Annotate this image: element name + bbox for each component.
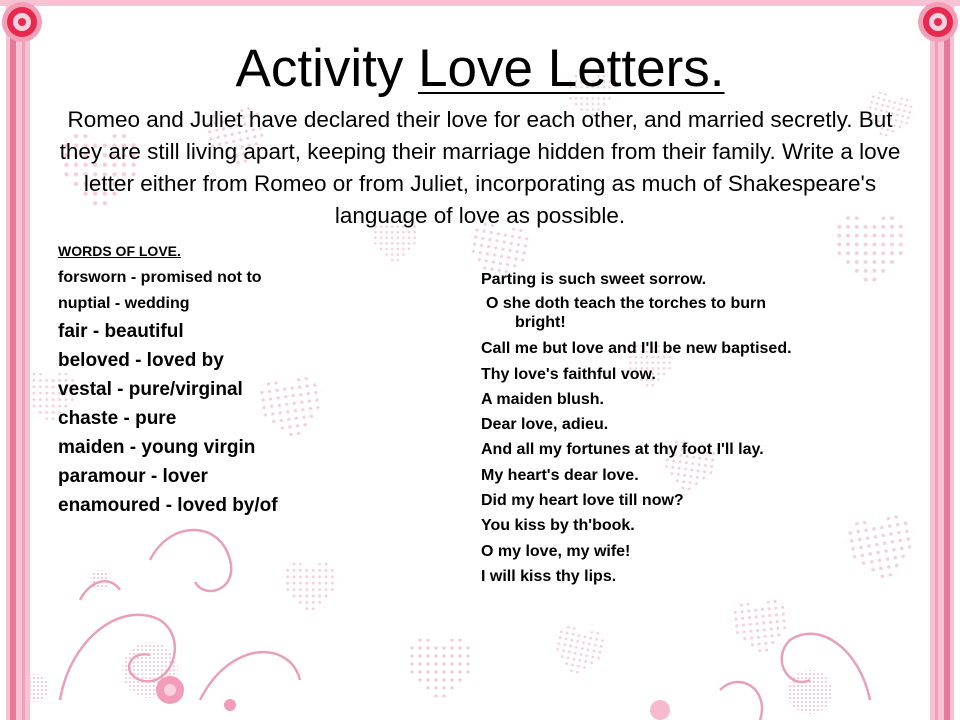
quote-item: My heart's dear love. xyxy=(481,466,639,484)
quote-item: O my love, my wife! xyxy=(481,542,631,560)
words-of-love-heading: WORDS OF LOVE. xyxy=(58,243,181,259)
word-item: fair - beautiful xyxy=(58,321,184,342)
title-underlined: Love Letters. xyxy=(418,39,725,98)
quote-item: Dear love, adieu. xyxy=(481,416,609,434)
word-item: paramour - lover xyxy=(58,466,208,487)
slide-title xyxy=(40,38,920,100)
quote-line: O she doth teach the torches to burn xyxy=(486,295,767,313)
word-item: forsworn - promised not to xyxy=(58,269,262,286)
quote-item: And all my fortunes at thy foot I'll lay. xyxy=(481,441,764,459)
quote-item: Did my heart love till now? xyxy=(481,492,684,510)
shakespeare-quotes-list xyxy=(481,267,911,589)
word-item: vestal - pure/virginal xyxy=(58,379,243,400)
quote-line: bright! xyxy=(515,314,566,332)
activity-instructions: Romeo and Juliet have declared their love for each other, and married secretly. But they are still living apart, keeping their marriage hidden from their family. Write a love letter either from Romeo or from Juliet, incorporating as much of Shakespeare's language of love as possible. xyxy=(59,107,901,228)
quote-item: Thy love's faithful vow. xyxy=(481,365,656,383)
quote-item: A maiden blush. xyxy=(481,390,604,408)
word-item: chaste - pure xyxy=(58,408,177,429)
quote-item: Parting is such sweet sorrow. xyxy=(481,271,707,288)
word-item: beloved - loved by xyxy=(58,350,224,371)
words-of-love-list xyxy=(58,242,358,520)
word-item: nuptial - wedding xyxy=(58,295,190,312)
title-prefix: Activity xyxy=(235,39,419,98)
quote-item: Call me but love and I'll be new baptised. xyxy=(481,340,792,358)
word-item: maiden - young virgin xyxy=(58,437,256,458)
quote-item: You kiss by th'book. xyxy=(481,517,635,535)
quote-item: I will kiss thy lips. xyxy=(481,567,617,585)
quote-item-wrapped xyxy=(481,292,911,336)
word-item: enamoured - loved by/of xyxy=(58,495,278,516)
